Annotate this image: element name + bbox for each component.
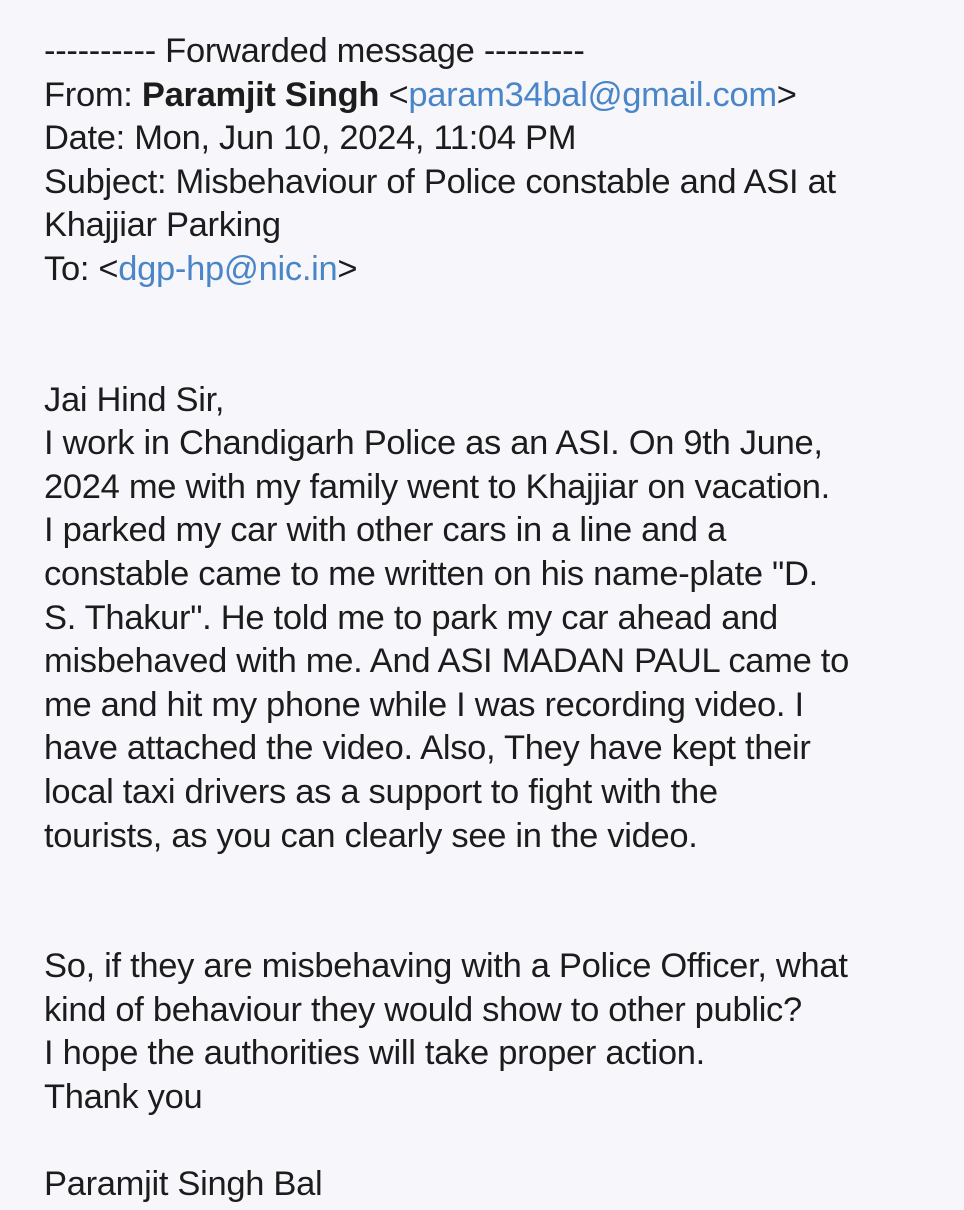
paragraph-2-line-4: Thank you [44, 1077, 203, 1116]
paragraph-1-line-9: local taxi drivers as a support to fight with the [44, 772, 718, 811]
to-label: To: < [44, 249, 119, 288]
from-line [44, 74, 944, 118]
recipient-email-link[interactable]: dgp-hp@nic.in [118, 249, 338, 288]
to-line [44, 248, 944, 292]
paragraph-1-line-10: tourists, as you can clearly see in the video. [44, 816, 698, 855]
paragraph-1-line-2: 2024 me with my family went to Khajjiar on vacation. [44, 467, 830, 506]
paragraph-2-line-1: So, if they are misbehaving with a Police Officer, what [44, 947, 848, 986]
subject-line-1: Subject: Misbehaviour of Police constable and ASI at [44, 162, 836, 201]
paragraph-1-line-5: S. Thakur". He told me to park my car ahead and [44, 598, 778, 637]
paragraph-1-line-4: constable came to me written on his name-plate "D. [44, 554, 818, 593]
paragraph-1-line-3: I parked my car with other cars in a line and a [44, 511, 726, 550]
greeting: Jai Hind Sir, [44, 380, 225, 419]
forwarded-header [44, 30, 944, 292]
from-gt: > [776, 75, 797, 114]
paragraph-1-line-6: misbehaved with me. And ASI MADAN PAUL came to [44, 642, 849, 681]
date-line: Date: Mon, Jun 10, 2024, 11:04 PM [44, 119, 577, 158]
paragraph-2-line-2: kind of behaviour they would show to other public? [44, 990, 802, 1029]
sender-name: Paramjit Singh [141, 75, 380, 114]
spacer [44, 292, 944, 379]
from-label: From: [44, 75, 142, 114]
paragraph-1-line-8: have attached the video. Also, They have kept their [44, 729, 811, 768]
signature: Paramjit Singh Bal [44, 1165, 323, 1204]
to-gt: > [337, 249, 358, 288]
forwarded-header-line: ---------- Forwarded message --------- [44, 32, 585, 70]
paragraph-2-line-3: I hope the authorities will take proper action. [44, 1034, 705, 1073]
sender-email-link[interactable]: param34bal@gmail.com [408, 75, 777, 114]
email-message [44, 30, 944, 1207]
subject-line-2: Khajjiar Parking [44, 206, 281, 245]
paragraph-1-line-1: I work in Chandigarh Police as an ASI. On 9th June, [44, 424, 823, 463]
paragraph-1-line-7: me and hit my phone while I was recording video. I [44, 685, 804, 724]
spacer [44, 858, 944, 945]
from-lt: < [379, 75, 409, 114]
spacer [44, 1119, 944, 1163]
message-body [44, 379, 944, 1207]
